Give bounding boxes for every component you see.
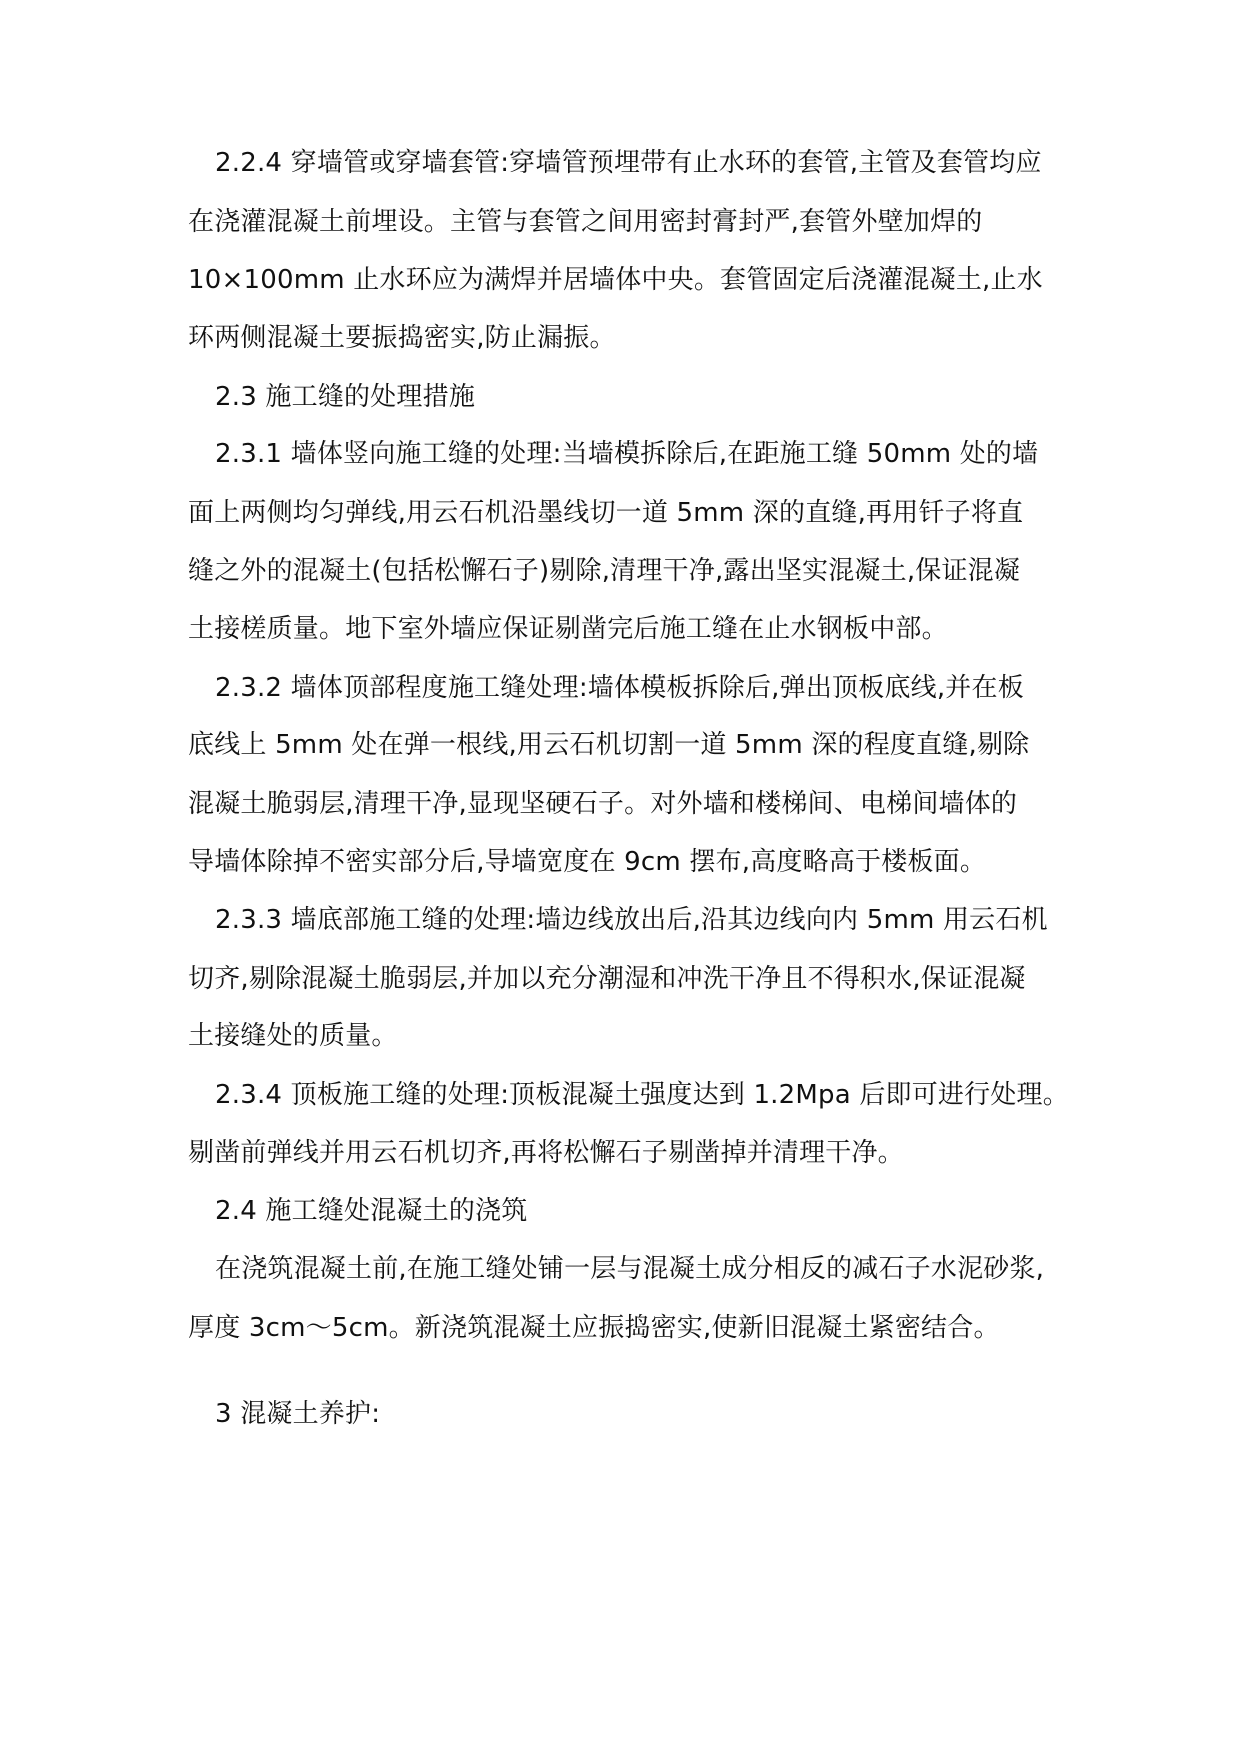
- text-line: 10×100mm 止水环应为满焊并居墙体中央。套管固定后浇灌混凝土,止水: [188, 265, 1043, 295]
- text-line: 2.3.2 墙体顶部程度施工缝处理:墙体模板拆除后,弹出顶板底线,并在板: [215, 673, 1024, 703]
- text-line: 切齐,剔除混凝土脆弱层,并加以充分潮湿和冲洗干净且不得积水,保证混凝: [188, 964, 1026, 994]
- text-line: 在浇灌混凝土前埋设。主管与套管之间用密封膏封严,套管外壁加焊的: [188, 207, 983, 237]
- section-heading: 3 混凝土养护:: [215, 1399, 381, 1429]
- text-line: 导墙体除掉不密实部分后,导墙宽度在 9cm 摆布,高度略高于楼板面。: [188, 847, 987, 877]
- text-line: 土接槎质量。地下室外墙应保证剔凿完后施工缝在止水钢板中部。: [188, 614, 948, 644]
- section-heading: 2.4 施工缝处混凝土的浇筑: [215, 1196, 528, 1226]
- text-line: 剔凿前弹线并用云石机切齐,再将松懈石子剔凿掉并清理干净。: [188, 1138, 904, 1168]
- section-heading: 2.3 施工缝的处理措施: [215, 382, 476, 412]
- text-line: 混凝土脆弱层,清理干净,显现坚硬石子。对外墙和楼梯间、电梯间墙体的: [188, 789, 1018, 819]
- text-line: 底线上 5mm 处在弹一根线,用云石机切割一道 5mm 深的程度直缝,剔除: [188, 730, 1030, 760]
- text-line: 面上两侧均匀弹线,用云石机沿墨线切一道 5mm 深的直缝,再用钎子将直: [188, 498, 1024, 528]
- text-line: 2.3.1 墙体竖向施工缝的处理:当墙模拆除后,在距施工缝 50mm 处的墙: [215, 439, 1039, 469]
- text-line: 在浇筑混凝土前,在施工缝处铺一层与混凝土成分相反的减石子水泥砂浆,: [215, 1254, 1045, 1284]
- text-line: 缝之外的混凝土(包括松懈石子)剔除,清理干净,露出坚实混凝土,保证混凝: [188, 556, 1021, 586]
- text-line: 土接缝处的质量。: [188, 1021, 398, 1051]
- text-line: 2.3.4 顶板施工缝的处理:顶板混凝土强度达到 1.2Mpa 后即可进行处理。: [215, 1080, 1069, 1110]
- text-line: 2.2.4 穿墙管或穿墙套管:穿墙管预埋带有止水环的套管,主管及套管均应: [215, 148, 1042, 178]
- text-line: 2.3.3 墙底部施工缝的处理:墙边线放出后,沿其边线向内 5mm 用云石机: [215, 905, 1048, 935]
- text-line: 厚度 3cm～5cm。新浇筑混凝土应振捣密实,使新旧混凝土紧密结合。: [188, 1313, 1000, 1343]
- text-line: 环两侧混凝土要振捣密实,防止漏振。: [188, 323, 616, 353]
